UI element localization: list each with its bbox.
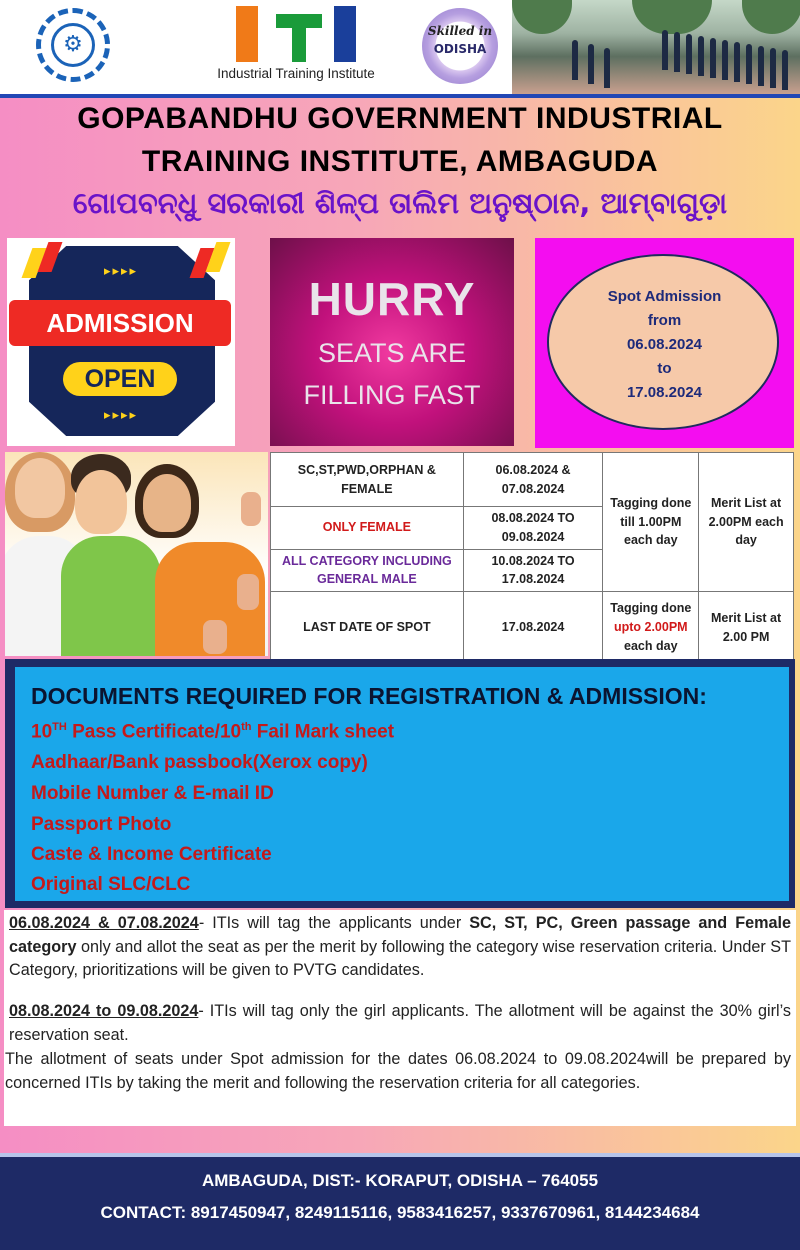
document-item: 10TH Pass Certificate/10th Fail Mark sheet [31,721,395,743]
notes-section [4,910,796,1126]
category-cell: LAST DATE OF SPOT [271,592,464,664]
institute-name-odia: ଗୋପବନ୍ଧୁ ସରକାରୀ ଶିଳ୍ପ ତାଲିମ ଅନୁଷ୍ଠାନ, ଆମ୍ବାଗୁଡ଼ା [72,186,728,220]
tagging-cell: Tagging done upto 2.00PM each day [603,592,699,664]
tagging-cell: Tagging done till 1.00PM each day [603,453,699,592]
filling-fast-text: FILLING FAST [303,380,481,410]
date-cell: 08.08.2024 TO 09.08.2024 [463,507,603,550]
category-cell: SC,ST,PWD,ORPHAN & FEMALE [271,453,464,507]
open-label: OPEN [63,362,177,396]
arrows-icon: ▸▸▸▸ [103,408,139,423]
hurry-text: HURRY [308,273,476,325]
note-paragraph: 06.08.2024 & 07.08.2024- ITIs will tag the applicants under SC, ST, PC, Green passage and Female category only and allot the seat as per the merit by following the category wise reservation criteria. Under ST Category, prioritizations will be given to PVTG candidates. [9,914,791,979]
table-row [271,453,794,507]
address-text: AMBAGUDA, DIST:- KORAPUT, ODISHA – 764055 [201,1171,599,1190]
skilled-in-odisha-logo: Skilled in ODISHA [422,8,498,84]
merit-cell: Merit List at 2.00PM each day [699,453,794,592]
documents-section [5,659,795,908]
document-item: Mobile Number & E-mail ID [31,783,274,804]
admission-open-badge [7,238,235,446]
merit-cell: Merit List at 2.00 PM [699,592,794,664]
spot-start-date: 06.08.2024 [626,336,703,353]
schedule-table [270,452,794,664]
contact-text: CONTACT: 8917450947, 8249115116, 9583416257, 9337670961, 8144234684 [100,1203,700,1222]
category-cell: ONLY FEMALE [271,507,464,550]
document-item: Aadhaar/Bank passbook(Xerox copy) [31,752,368,773]
institute-name-line1: GOPABANDHU GOVERNMENT INDUSTRIAL [77,102,723,135]
category-cell: ALL CATEGORY INCLUDING GENERAL MALE [271,549,464,592]
seats-are-text: SEATS ARE [317,338,467,368]
date-cell: 06.08.2024 & 07.08.2024 [463,453,603,507]
government-emblem-icon: ⚙ [36,8,110,82]
date-cell: 17.08.2024 [463,592,603,664]
document-item: Passport Photo [31,814,172,835]
iti-logo-caption: Industrial Training Institute [217,66,375,81]
spot-admission-box: Spot Admission from 06.08.2024 to 17.08.2024 [535,238,794,448]
footer [0,1153,800,1250]
students-photo [5,452,268,656]
note-paragraph: 08.08.2024 to 09.08.2024- ITIs will tag only the girl applicants. The allotment will be against the 30% girl’s reservation seat. [9,1002,791,1044]
document-item: Caste & Income Certificate [31,844,272,865]
iti-logo [196,4,396,90]
arrows-icon: ▸▸▸▸ [103,264,139,279]
documents-title: DOCUMENTS REQUIRED FOR REGISTRATION & ADMISSION: [31,683,707,709]
institute-name-line2: TRAINING INSTITUTE, AMBAGUDA [141,145,659,178]
hurry-banner [270,238,514,446]
spot-end-date: 17.08.2024 [626,384,703,401]
note-paragraph: The allotment of seats under Spot admission for the dates 06.08.2024 to 09.08.2024will be prepared by concerned ITIs by taking the merit and following the reservation criteria for all categories. [5,1050,791,1092]
top-banner [0,0,800,98]
admission-label: ADMISSION [9,300,231,346]
date-cell: 10.08.2024 TO 17.08.2024 [463,549,603,592]
spot-admission-title: Spot Admission [607,288,722,305]
document-item: Original SLC/CLC [31,874,191,895]
parade-photo [512,0,800,94]
table-row [271,592,794,664]
